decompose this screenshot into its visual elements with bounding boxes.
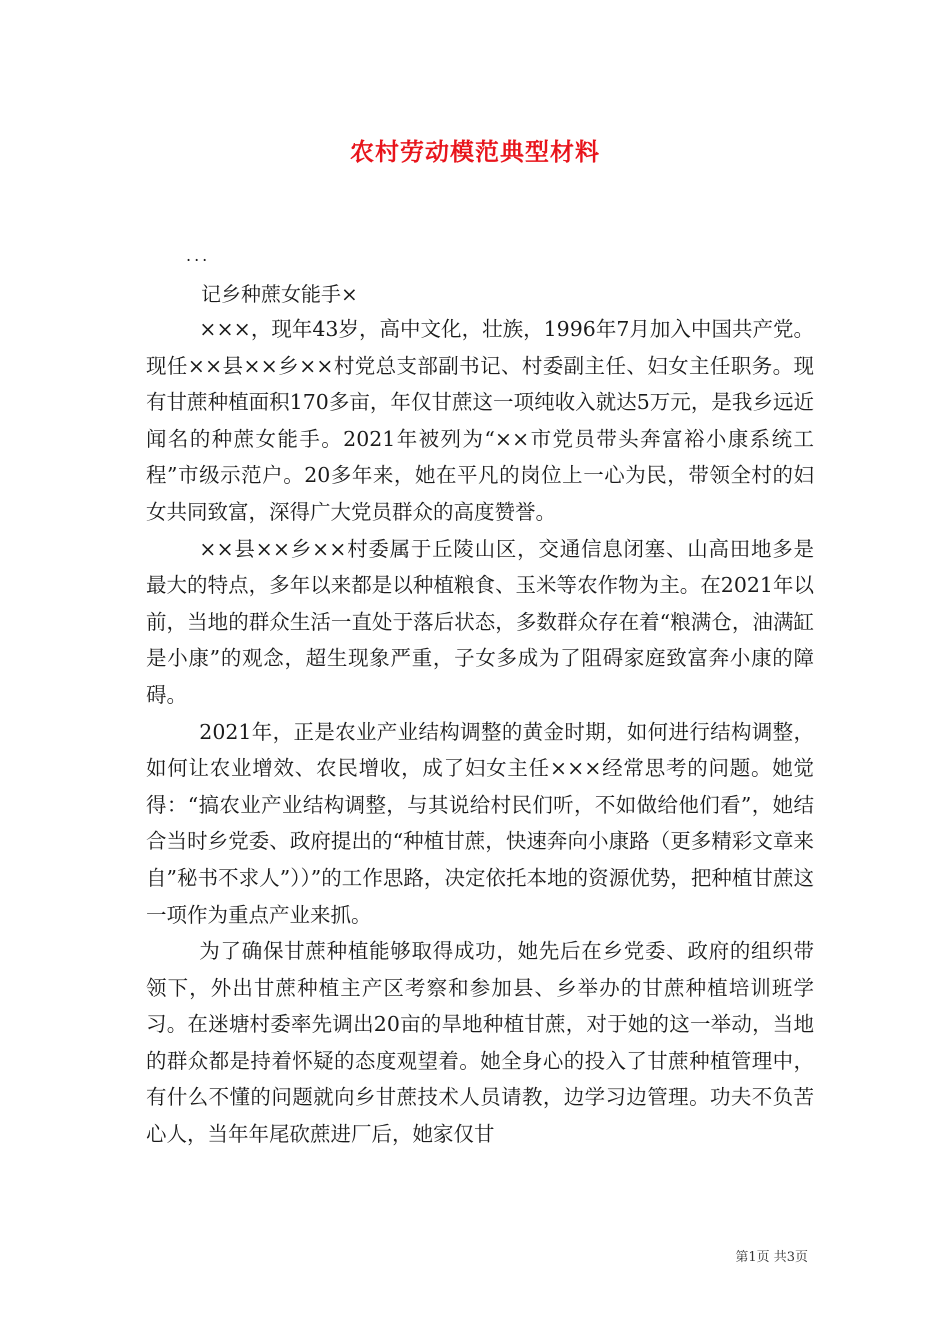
page-number: 第1页 共3页	[735, 1250, 808, 1265]
paragraph: 2021年，正是农业产业结构调整的黄金时期，如何进行结构调整，如何让农业增效、农民增收，成了妇女主任×××经常思考的问题。她觉得：“搞农业产业结构调整，与其说给村民们听，不如做给他们看”，她结合当时乡党委、政府提出的“种植甘蔗，快速奔向小康路（更多精彩文章来自”秘书不求人”））”的工作思路，决定依托本地的资源优势，把种植甘蔗这一项作为重点产业来抓。	[146, 719, 814, 927]
ellipsis-marker: ...	[186, 246, 211, 265]
document-subtitle: 记乡种蔗女能手×	[201, 282, 358, 306]
paragraph: ×××，现年43岁，高中文化，壮族，1996年7月加入中国共产党。现任××县××乡××村党总支部副书记、村委副主任、妇女主任职务。现有甘蔗种植面积170多亩，年仅甘蔗这一项纯收入就达5万元，是我乡远近闻名的种蔗女能手。2021年被列为“××市党员带头奔富裕小康系统工程”市级示范户。20多年来，她在平凡的岗位上一心为民，带领全村的妇女共同致富，深得广大党员群众的高度赞誉。	[146, 317, 814, 524]
paragraph: ××县××乡××村委属于丘陵山区，交通信息闭塞、山高田地多是最大的特点，多年以来都是以种植粮食、玉米等农作物为主。在2021年以前，当地的群众生活一直处于落后状态，多数群众存在着“粮满仓，油满缸是小康”的观念，超生现象严重，子女多成为了阻碍家庭致富奔小康的障碍。	[146, 536, 814, 707]
document-title: 农村劳动模范典型材料	[350, 137, 600, 166]
document-body	[146, 311, 814, 1153]
paragraph: 为了确保甘蔗种植能够取得成功，她先后在乡党委、政府的组织带领下，外出甘蔗种植主产区考察和参加县、乡举办的甘蔗种植培训班学习。在迷塘村委率先调出20亩的旱地种植甘蔗，对于她的这一举动，当地的群众都是持着怀疑的态度观望着。她全身心的投入了甘蔗种植管理中，有什么不懂的问题就向乡甘蔗技术人员请教，边学习边管理。功夫不负苦心人，当年年尾砍蔗进厂后，她家仅甘	[146, 939, 814, 1147]
